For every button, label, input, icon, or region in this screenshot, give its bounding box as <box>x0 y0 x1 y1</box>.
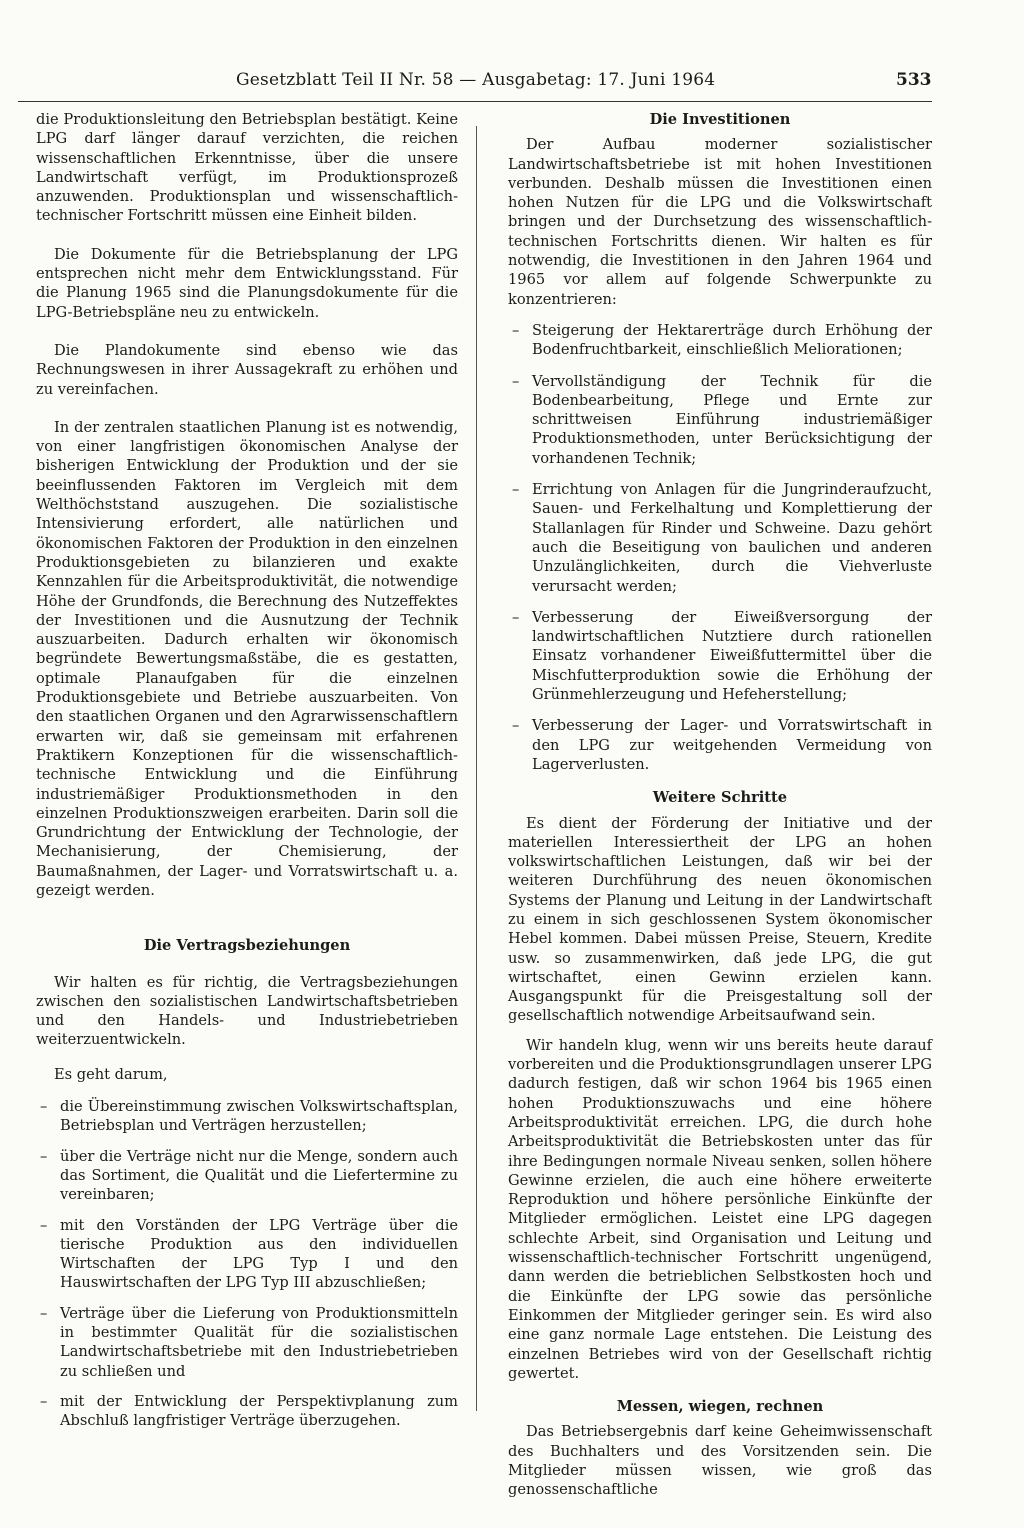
bullet: – <box>40 1147 48 1165</box>
bullet: – <box>512 372 520 390</box>
bullet: – <box>512 717 520 735</box>
list-item <box>508 372 932 468</box>
list-item-text: Steigerung der Hektarerträge durch Erhöhung der Bodenfruchtbarkeit, einschließlich Meliorationen; <box>532 321 932 359</box>
list-item-text: mit den Vorständen der LPG Verträge über die tierische Produktion aus den individuellen Wirtschaften der LPG Typ I und den Hauswirtschaften der LPG Typ III abzuschließen; <box>60 1216 458 1292</box>
page-header <box>0 70 1024 100</box>
list-item <box>508 716 932 774</box>
bullet: – <box>512 321 520 339</box>
list-item-text: mit der Entwicklung der Perspektivplanung zum Abschluß langfristiger Verträge überzugehen. <box>60 1392 458 1430</box>
right-column <box>508 110 932 1510</box>
header-title: Gesetzblatt Teil II Nr. 58 — Ausgabetag: 17. Juni 1964 <box>236 70 716 90</box>
list-item <box>36 1097 458 1136</box>
paragraph: Das Betriebsergebnis darf keine Geheimwissenschaft des Buchhalters und des Vorsitzenden sein. Die Mitglieder müssen wissen, wie groß das genossenschaftliche <box>508 1423 932 1499</box>
page-number: 533 <box>896 70 932 90</box>
column-divider <box>476 126 477 1411</box>
list-item <box>508 321 932 360</box>
left-list <box>36 1097 458 1430</box>
list-item-text: Verbesserung der Lager- und Vorratswirtschaft in den LPG zur weitgehenden Vermeidung von Lagerverlusten. <box>532 717 932 773</box>
section-heading-vertragsbeziehungen: Die Vertragsbeziehungen <box>143 937 351 955</box>
bullet: – <box>40 1098 48 1116</box>
list-item <box>36 1147 458 1205</box>
paragraph: Wir halten es für richtig, die Vertragsbeziehungen zwischen den sozialistischen Landwirtschaftsbetrieben und den Handels- und Industriebetrieben weiterzuentwickeln. <box>36 973 458 1049</box>
bullet: – <box>40 1392 48 1410</box>
bullet: – <box>512 608 520 626</box>
list-item <box>508 480 932 596</box>
paragraph: Es geht darum, <box>54 1065 168 1083</box>
list-item <box>36 1216 458 1293</box>
left-column <box>36 110 458 1442</box>
paragraph: Die Plandokumente sind ebenso wie das Rechnungswesen in ihrer Aussagekraft zu erhöhen und zu vereinfachen. <box>36 341 458 398</box>
section-heading-weitere-schritte: Weitere Schritte <box>652 789 788 807</box>
bullet: – <box>40 1304 48 1322</box>
paragraph: die Produktionsleitung den Betriebsplan bestätigt. Keine LPG darf länger darauf verzichten, die reichen wissenschaftlichen Erkenntnisse, über die unsere Landwirtschaft verfügt, im Produktionsprozeß anzuwenden. Produktionsplan und wissenschaftlich-technischer Fortschritt müssen eine Einheit bilden. <box>36 111 458 225</box>
list-item-text: Verträge über die Lieferung von Produktionsmitteln in bestimmter Qualität für die sozialistischen Landwirtschaftsbetriebe mit den Industriebetrieben zu schließen und <box>60 1304 458 1380</box>
bullet: – <box>40 1216 48 1234</box>
right-list <box>508 321 932 774</box>
section-heading-messen-wiegen-rechnen: Messen, wiegen, rechnen <box>616 1398 824 1416</box>
list-item-text: Vervollständigung der Technik für die Bodenbearbeitung, Pflege und Ernte zur schrittweisen Einführung industriemäßiger Produktionsmethoden, unter Berücksichtigung der vorhandenen Technik; <box>532 372 932 467</box>
paragraph: Der Aufbau moderner sozialistischer Landwirtschaftsbetriebe ist mit hohen Investitionen verbunden. Deshalb müssen die Investitionen einen hohen Nutzen für die LPG und die Volkswirtschaft bringen und der Durchsetzung des wissenschaftlich-technischen Fortschritts dienen. Wir halten es für notwendig, die Investitionen in den Jahren 1964 und 1965 vor allem auf folgende Schwerpunkte zu konzentrieren: <box>508 136 932 308</box>
list-item <box>36 1304 458 1381</box>
list-item <box>508 608 932 704</box>
bullet: – <box>512 481 520 499</box>
section-heading-investitionen: Die Investitionen <box>649 111 791 128</box>
header-rule <box>18 101 932 102</box>
list-item-text: Verbesserung der Eiweißversorgung der landwirtschaftlichen Nutztiere durch rationellen Einsatz vorhandener Eiweißfuttermittel über die Mischfutterproduktion sowie die Erhöhung der Grünmehlerzeugung und Hefeherstellung; <box>532 608 932 704</box>
paragraph: Wir handeln klug, wenn wir uns bereits heute darauf vorbereiten und die Produktionsgrundlagen unserer LPG dadurch festigen, daß wir schon 1964 bis 1965 einen hohen Produktionszuwachs und eine höhere Arbeitsproduktivität erreichen. LPG, die durch hohe Arbeitsproduktivität die Betriebskosten unter das für ihre Bedingungen normale Niveau senken, sollen höhere Gewinne erzielen, die auch eine höhere erweiterte Reproduktion und höhere persönliche Einkünfte der Mitglieder ermöglichen. Leistet eine LPG dagegen schlechte Arbeit, sind Organisation und Leitung und wissenschaftlich-technischer Fortschritt ungenügend, dann werden die betrieblichen Selbstkosten hoch und die Einkünfte der LPG sowie das persönliche Einkommen der Mitglieder geringer sein. Es wird also eine ganz normale Lage entstehen. Die Leistung des einzelnen Betriebes wird von der Gesellschaft richtig gewertet. <box>508 1036 932 1382</box>
list-item-text: die Übereinstimmung zwischen Volkswirtschaftsplan, Betriebsplan und Verträgen herzustellen; <box>60 1098 458 1135</box>
paragraph: Die Dokumente für die Betriebsplanung der LPG entsprechen nicht mehr dem Entwicklungsstand. Für die Planung 1965 sind die Planungsdokumente für die LPG-Betriebspläne neu zu entwickeln. <box>36 245 458 321</box>
list-item-text: über die Verträge nicht nur die Menge, sondern auch das Sortiment, die Qualität und die Liefertermine zu vereinbaren; <box>60 1147 458 1204</box>
list-item-text: Errichtung von Anlagen für die Jungrinderaufzucht, Sauen- und Ferkelhaltung und Komplettierung der Stallanlagen für Rinder und Schweine. Dazu gehört auch die Beseitigung von baulichen und anderen Unzulänglichkeiten, durch die Viehverluste verursacht werden; <box>532 481 932 595</box>
list-item <box>36 1392 458 1431</box>
paragraph: In der zentralen staatlichen Planung ist es notwendig, von einer langfristigen ökonomischen Analyse der bisherigen Entwicklung der Produktion und der sie beeinflussenden Faktoren im Vergleich mit dem Welthöchststand auszugehen. Die sozialistische Intensivierung erfordert, alle natürlichen und ökonomischen Faktoren der Produktion in den einzelnen Produktionsgebieten zu bilanzieren und exakte Kennzahlen für die Arbeitsproduktivität, die notwendige Höhe der Grundfonds, die Berechnung des Nutzeffektes der Investitionen und die Ausnutzung der Technik auszuarbeiten. Dadurch erhalten wir ökonomisch begründete Bewertungsmaßstäbe, die es gestatten, optimale Planaufgaben für die einzelnen Produktionsgebiete und Betriebe auszuarbeiten. Von den staatlichen Organen und den Agrarwissenschaftlern erwarten wir, daß sie gemeinsam mit erfahrenen Praktikern Konzeptionen für die wissenschaftlich-technische Entwicklung und die Einführung industriemäßiger Produktionsmethoden in den einzelnen Produktionszweigen erarbeiten. Darin soll die Grundrichtung der Entwicklung der Technologie, der Mechanisierung, der Chemisierung, der Baumaßnahmen, der Lager- und Vorratswirtschaft u. a. gezeigt werden. <box>36 418 458 899</box>
paragraph: Es dient der Förderung der Initiative und der materiellen Interessiertheit der LPG an hohen volkswirtschaftlichen Leistungen, daß wir bei der weiteren Durchführung des neuen ökonomischen Systems der Planung und Leitung in der Landwirtschaft zu einem in sich geschlossenen System ökonomischer Hebel kommen. Dabei müssen Preise, Steuern, Kredite usw. so zusammenwirken, daß jede LPG, die gut wirtschaftet, einen Gewinn erzielen kann. Ausgangspunkt für die Preisgestaltung soll der gesellschaftlich notwendige Arbeitsaufwand sein. <box>508 814 932 1025</box>
